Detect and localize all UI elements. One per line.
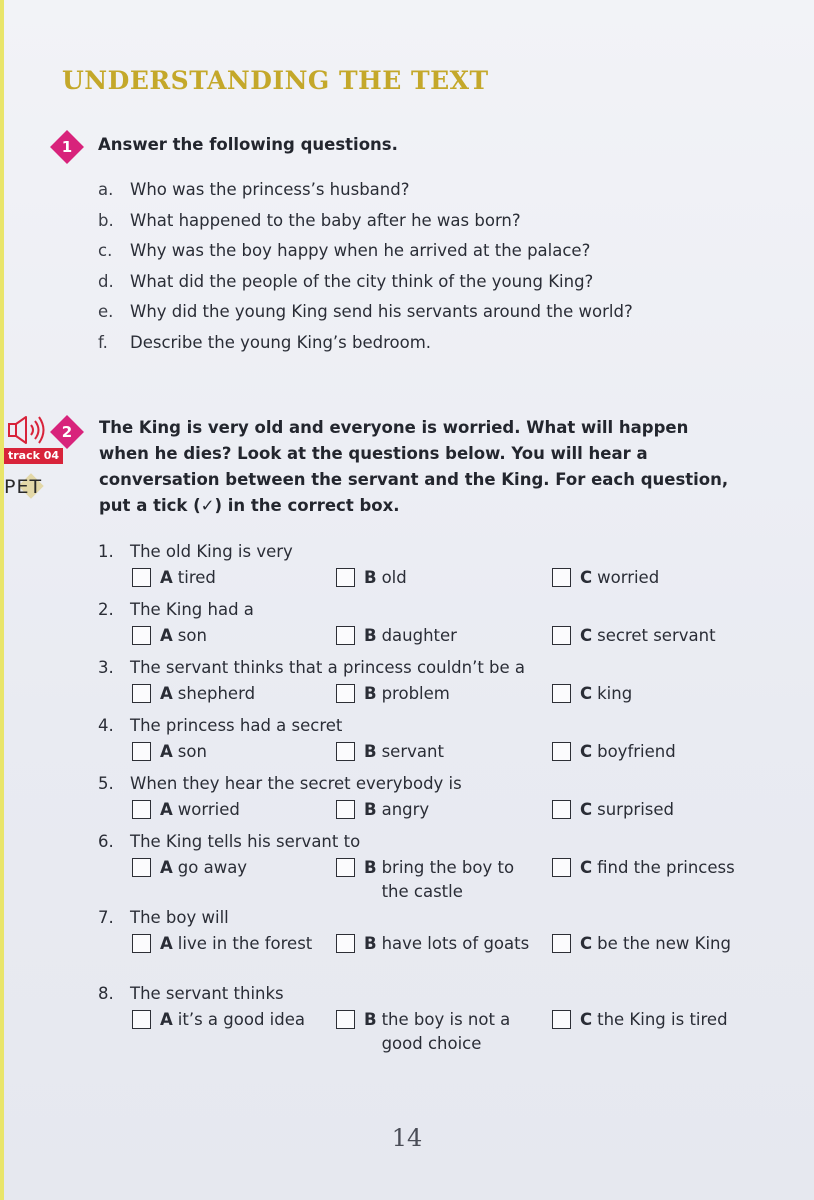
tick-box[interactable] (552, 626, 571, 645)
tick-box[interactable] (132, 568, 151, 587)
option-a[interactable] (132, 624, 337, 648)
option-text: live in the forest (177, 934, 313, 953)
option-c[interactable] (552, 1008, 792, 1032)
tick-box[interactable] (552, 934, 571, 953)
question-letter: d. (98, 271, 114, 291)
option-letter: C (580, 626, 593, 645)
question-row (98, 237, 758, 268)
tick-box[interactable] (552, 858, 571, 877)
option-text: old (381, 568, 407, 587)
option-a[interactable] (132, 566, 337, 590)
option-b[interactable] (336, 682, 546, 706)
track-badge: track 04 (4, 448, 63, 464)
option-text: shepherd (177, 684, 256, 703)
option-letter: C (580, 568, 593, 587)
option-letter: C (580, 858, 593, 877)
question-row (98, 268, 758, 299)
exercise-1-question-list (98, 176, 758, 359)
mc-question-number: 1. (98, 542, 114, 561)
pet-exam-label (2, 474, 62, 504)
option-letter: B (364, 858, 377, 877)
option-a[interactable] (132, 932, 337, 956)
tick-box[interactable] (336, 934, 355, 953)
option-letter: B (364, 1010, 377, 1029)
option-c[interactable] (552, 566, 792, 590)
option-letter: B (364, 934, 377, 953)
option-a[interactable] (132, 1008, 337, 1032)
mc-question-number: 2. (98, 600, 114, 619)
mc-question (98, 830, 798, 906)
option-letter: B (364, 742, 377, 761)
mc-question-text: The servant thinks (130, 984, 284, 1003)
tick-box[interactable] (336, 684, 355, 703)
mc-options (98, 622, 798, 656)
mc-question (98, 772, 798, 830)
tick-box[interactable] (132, 1010, 151, 1029)
tick-box[interactable] (132, 934, 151, 953)
mc-question-text: The old King is very (130, 542, 293, 561)
option-text: it’s a good idea (177, 1010, 305, 1029)
mc-options (98, 738, 798, 772)
tick-box[interactable] (552, 800, 571, 819)
option-letter: A (160, 626, 173, 645)
option-letter: B (364, 800, 377, 819)
option-text: secret servant (597, 626, 716, 645)
option-text: find the princess (597, 858, 735, 877)
option-a[interactable] (132, 740, 337, 764)
mc-question-stem (98, 598, 798, 622)
option-a[interactable] (132, 682, 337, 706)
page-number: 14 (391, 1124, 423, 1152)
tick-box[interactable] (336, 858, 355, 877)
tick-box[interactable] (552, 684, 571, 703)
question-text: Why was the boy happy when he arrived at the palace? (130, 241, 591, 260)
option-letter: A (160, 858, 173, 877)
option-text: servant (381, 742, 444, 761)
option-text: surprised (597, 800, 675, 819)
question-letter: b. (98, 210, 114, 230)
question-letter: f. (98, 332, 108, 352)
option-b[interactable] (336, 856, 546, 904)
exercise-2-question-list (98, 540, 798, 1058)
mc-options (98, 854, 798, 906)
option-letter: C (580, 1010, 593, 1029)
page-spine-edge (0, 0, 4, 1200)
question-letter: e. (98, 302, 114, 321)
question-row (98, 298, 758, 329)
tick-box[interactable] (336, 568, 355, 587)
option-letter: C (580, 684, 593, 703)
exercise-2-instruction (99, 415, 799, 519)
option-letter: A (160, 800, 173, 819)
tick-box[interactable] (552, 568, 571, 587)
mc-options (98, 930, 798, 982)
mc-question-stem (98, 906, 798, 930)
exercise-2-instruction-line: put a tick (✓) in the correct box. (99, 496, 400, 515)
option-text: worried (597, 568, 660, 587)
option-a[interactable] (132, 856, 337, 880)
option-text: the boy is not a good choice (381, 1010, 511, 1053)
tick-box[interactable] (336, 1010, 355, 1029)
option-text: bring the boy to the castle (381, 858, 515, 901)
mc-question-number: 5. (98, 774, 114, 793)
section-title: UNDERSTANDING THE TEXT (62, 66, 489, 95)
mc-question-number: 3. (98, 658, 114, 677)
question-text: Who was the princess’s husband? (130, 180, 410, 199)
tick-box[interactable] (552, 742, 571, 761)
tick-box[interactable] (132, 742, 151, 761)
option-text: son (177, 626, 207, 645)
mc-question-stem (98, 830, 798, 854)
mc-question (98, 598, 798, 656)
option-b[interactable] (336, 740, 546, 764)
option-b[interactable] (336, 566, 546, 590)
option-b[interactable] (336, 624, 546, 648)
option-text: angry (381, 800, 430, 819)
option-text: boyfriend (597, 742, 676, 761)
option-text: be the new King (597, 934, 731, 953)
tick-box[interactable] (132, 684, 151, 703)
option-letter: B (364, 684, 377, 703)
pet-text: PET (4, 476, 43, 498)
exercise-1-number: 1 (61, 138, 73, 156)
option-text: son (177, 742, 207, 761)
mc-question-text: The King had a (130, 600, 254, 619)
exercise-2-number-badge (50, 415, 84, 449)
mc-question-text: The servant thinks that a princess couldn’t be a (130, 658, 526, 677)
mc-question-text: When they hear the secret everybody is (130, 774, 462, 793)
mc-question-text: The princess had a secret (130, 716, 343, 735)
question-text: Why did the young King send his servants around the world? (130, 302, 633, 321)
question-text: Describe the young King’s bedroom. (130, 332, 432, 352)
option-letter: B (364, 568, 377, 587)
option-letter: A (160, 568, 173, 587)
exercise-2-number: 2 (61, 423, 73, 441)
mc-question (98, 656, 798, 714)
speaker-icon (8, 414, 48, 446)
tick-box[interactable] (336, 800, 355, 819)
option-b[interactable] (336, 1008, 546, 1056)
option-letter: C (580, 742, 593, 761)
option-text: have lots of goats (381, 934, 530, 953)
mc-options (98, 680, 798, 714)
exercise-1-instruction: Answer the following questions. (98, 135, 398, 154)
option-c[interactable] (552, 798, 792, 822)
option-letter: A (160, 1010, 173, 1029)
tick-box[interactable] (552, 1010, 571, 1029)
mc-question-stem (98, 772, 798, 796)
option-letter: A (160, 684, 173, 703)
option-letter: A (160, 742, 173, 761)
tick-box[interactable] (132, 858, 151, 877)
option-letter: A (160, 934, 173, 953)
exercise-2-instruction-line: conversation between the servant and the King. For each question, (99, 470, 729, 489)
option-text: king (597, 684, 633, 703)
option-letter: C (580, 800, 593, 819)
question-row (98, 329, 758, 360)
question-text: What did the people of the city think of the young King? (130, 271, 594, 291)
tick-box[interactable] (336, 742, 355, 761)
question-row (98, 207, 758, 238)
option-c[interactable] (552, 856, 792, 880)
question-letter: c. (98, 241, 113, 260)
option-c[interactable] (552, 740, 792, 764)
exercise-1-number-badge (50, 130, 84, 164)
option-text: daughter (381, 626, 457, 645)
mc-question-number: 7. (98, 908, 114, 927)
option-letter: B (364, 626, 377, 645)
mc-question-stem (98, 656, 798, 680)
mc-question-number: 8. (98, 984, 114, 1003)
question-row (98, 176, 758, 207)
tick-box[interactable] (132, 626, 151, 645)
mc-options (98, 564, 798, 598)
question-text: What happened to the baby after he was born? (130, 210, 521, 230)
option-text: go away (177, 858, 248, 877)
option-text: problem (381, 684, 450, 703)
tick-box[interactable] (336, 626, 355, 645)
mc-question-number: 4. (98, 716, 114, 735)
option-text: tired (177, 568, 216, 587)
mc-options (98, 796, 798, 830)
mc-question-stem (98, 540, 798, 564)
option-b[interactable] (336, 932, 546, 956)
mc-question-text: The King tells his servant to (130, 832, 361, 851)
option-c[interactable] (552, 932, 792, 956)
option-c[interactable] (552, 682, 792, 706)
option-b[interactable] (336, 798, 546, 822)
question-letter: a. (98, 180, 114, 199)
mc-question (98, 714, 798, 772)
exercise-2-instruction-line: The King is very old and everyone is worried. What will happen (99, 418, 689, 437)
tick-box[interactable] (132, 800, 151, 819)
option-text: worried (177, 800, 240, 819)
mc-question-stem (98, 714, 798, 738)
option-letter: C (580, 934, 593, 953)
mc-question-number: 6. (98, 832, 114, 851)
option-text: the King is tired (597, 1010, 728, 1029)
exercise-2-instruction-line: when he dies? Look at the questions below. You will hear a (99, 444, 648, 463)
mc-question (98, 982, 798, 1058)
mc-question-stem (98, 982, 798, 1006)
mc-question (98, 540, 798, 598)
mc-options (98, 1006, 798, 1058)
option-c[interactable] (552, 624, 792, 648)
mc-question-text: The boy will (130, 908, 229, 927)
option-a[interactable] (132, 798, 337, 822)
mc-question (98, 906, 798, 982)
